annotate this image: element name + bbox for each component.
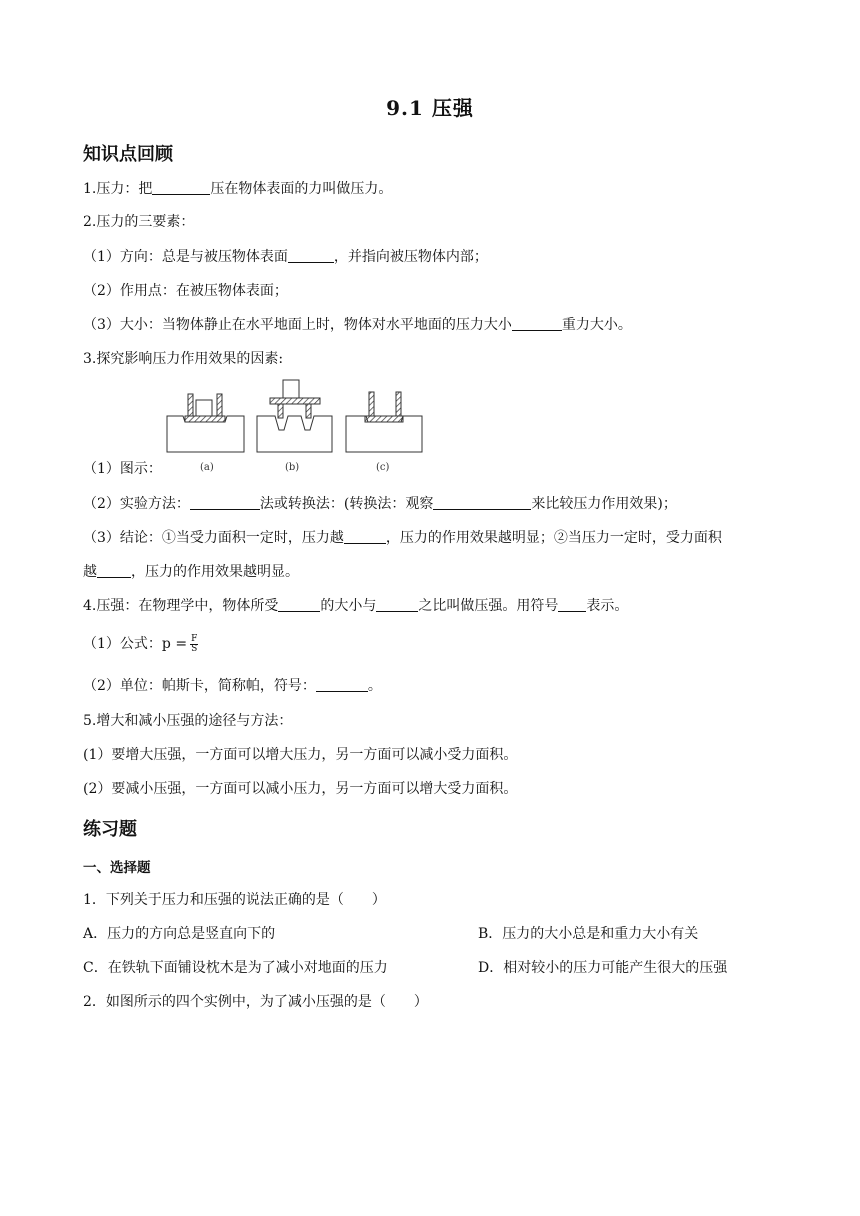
review-heading: 知识点回顾 [83, 144, 173, 165]
page-title: 9.1 压强 [386, 96, 474, 120]
review-item-2-3: （3）大小：当物体静止在水平地面上时，物体对水平地面的压力大小 重力大小。 [83, 317, 632, 333]
figure-label-b: (b) [285, 462, 300, 473]
pressure-formula-fraction: $\frac{F}{S}$ [191, 633, 198, 654]
answer-blank[interactable] [512, 316, 562, 331]
answer-blank[interactable] [558, 597, 586, 612]
answer-blank[interactable] [190, 495, 260, 510]
review-item-3-3-cont: 越 ，压力的作用效果越明显。 [83, 564, 299, 580]
review-item-5: 5.增大和减小压强的途径与方法： [83, 713, 293, 729]
review-item-1: 1.压力：把 压在物体表面的力叫做压力。 [83, 181, 393, 197]
review-item-3-3: （3）结论：①当受力面积一定时，压力越 ，压力的作用效果越明显；②当压力一定时，受力面积 [83, 530, 722, 546]
question-1-option-d[interactable]: D．相对较小的压力可能产生很大的压强 [478, 960, 728, 976]
figure-label-c: (c) [376, 462, 390, 473]
review-item-4-2: （2）单位：帕斯卡，简称帕，符号： 。 [83, 678, 382, 694]
answer-blank[interactable] [344, 529, 386, 544]
question-1-option-c[interactable]: C．在铁轨下面铺设枕木是为了减小对地面的压力 [83, 960, 388, 976]
review-item-5-1: (1）要增大压强，一方面可以增大压力，另一方面可以减小受力面积。 [83, 747, 518, 763]
review-item-2-1: （1）方向：总是与被压物体表面 ，并指向被压物体内部； [83, 249, 488, 265]
review-item-3: 3.探究影响压力作用效果的因素: [83, 351, 284, 367]
experiment-figure [160, 354, 440, 474]
answer-blank[interactable] [278, 597, 320, 612]
question-1-option-b[interactable]: B．压力的大小总是和重力大小有关 [478, 926, 699, 942]
review-item-4-1: （1）公式：p = $\frac{F}{S}$ [83, 633, 198, 654]
answer-blank[interactable] [97, 563, 131, 578]
question-2: 2．如图所示的四个实例中，为了减小压强的是（ ） [83, 994, 428, 1010]
sponge-figure-c [346, 392, 422, 452]
question-1: 1．下列关于压力和压强的说法正确的是（ ） [83, 892, 386, 908]
answer-blank[interactable] [288, 248, 334, 263]
sponge-figure-b [257, 380, 332, 452]
answer-blank[interactable] [376, 597, 418, 612]
review-item-3-1: （1）图示： [83, 461, 162, 477]
practice-heading: 练习题 [83, 819, 137, 840]
review-item-5-2: (2）要减小压强，一方面可以减小压力，另一方面可以增大受力面积。 [83, 781, 518, 797]
review-item-2-2: （2）作用点：在被压物体表面； [83, 283, 288, 299]
question-1-option-a[interactable]: A．压力的方向总是竖直向下的 [83, 926, 276, 942]
sponge-figure-a [167, 394, 244, 452]
answer-blank[interactable] [152, 180, 210, 195]
figure-label-a: (a) [200, 462, 214, 473]
answer-blank[interactable] [433, 495, 531, 510]
review-item-2: 2.压力的三要素： [83, 214, 195, 230]
review-item-4: 4.压强：在物理学中，物体所受 的大小与 之比叫做压强。用符号 表示。 [83, 598, 629, 614]
review-item-3-2: （2）实验方法： 法或转换法：(转换法：观察 来比较压力作用效果)； [83, 496, 677, 512]
choice-section-heading: 一、选择题 [83, 860, 151, 876]
answer-blank[interactable] [316, 677, 368, 692]
